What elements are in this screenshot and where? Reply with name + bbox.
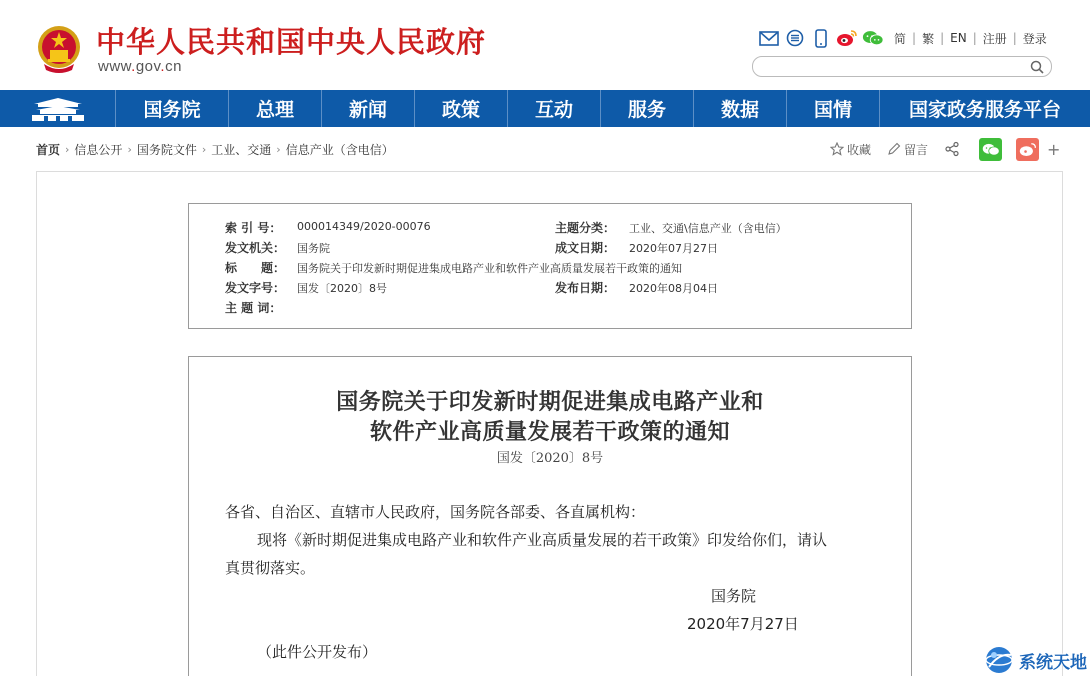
- national-emblem-logo[interactable]: [36, 24, 82, 74]
- site-watermark: [983, 644, 1087, 676]
- favorite-button[interactable]: [830, 141, 871, 158]
- nav-item-premier[interactable]: 总理: [229, 90, 322, 127]
- index-number-value: 000014349/2020-00076: [297, 220, 431, 233]
- published-date-value: 2020年08月04日: [629, 282, 718, 295]
- keywords-label: 主 题 词：: [225, 301, 282, 315]
- weibo-icon: [1019, 142, 1037, 157]
- share-icon: [944, 141, 960, 157]
- document-title-line1: 国务院关于印发新时期促进集成电路产业和: [336, 389, 764, 415]
- site-url: [98, 58, 182, 75]
- site-url-mid: gov: [135, 58, 161, 75]
- chevron-right-icon: ›: [127, 143, 132, 156]
- share-wechat-button[interactable]: [979, 138, 1002, 161]
- site-title[interactable]: 中华人民共和国中央人民政府: [96, 25, 487, 59]
- nav-home-button[interactable]: [0, 90, 116, 127]
- topic-category-label: 主题分类：: [555, 221, 616, 235]
- nav-item-state-council[interactable]: 国务院: [116, 90, 229, 127]
- breadcrumb-info-disclosure[interactable]: 信息公开: [74, 143, 123, 157]
- comment-label: 留言: [904, 142, 929, 157]
- email-icon[interactable]: [758, 27, 780, 49]
- breadcrumb-state-council-docs[interactable]: 国务院文件: [136, 143, 197, 157]
- nav-item-news[interactable]: 新闻: [322, 90, 415, 127]
- breadcrumb-info-industry[interactable]: 信息产业（含电信）: [285, 143, 394, 157]
- search-icon[interactable]: [1030, 60, 1044, 74]
- traditional-chinese-link[interactable]: 繁: [922, 31, 935, 46]
- site-url-prefix: www: [98, 58, 132, 75]
- header-tools: [758, 27, 1047, 49]
- language-login-links: [894, 30, 1047, 47]
- star-icon: [830, 142, 844, 156]
- site-url-suffix: cn: [165, 58, 182, 75]
- share-weibo-button[interactable]: [1016, 138, 1039, 161]
- site-url-dot: .: [131, 58, 136, 75]
- written-date-value: 2020年07月27日: [629, 242, 718, 255]
- document-number: 国发〔2020〕8号: [496, 451, 604, 466]
- site-header: [0, 0, 1090, 90]
- main-nav: [0, 90, 1090, 127]
- document-date: 2020年7月27日: [687, 615, 799, 633]
- simplified-chinese-link[interactable]: 简: [894, 31, 907, 46]
- tiananmen-gate-icon: [28, 96, 88, 122]
- nav-item-interaction[interactable]: 互动: [508, 90, 601, 127]
- nav-item-policy[interactable]: 政策: [415, 90, 508, 127]
- search-input[interactable]: [763, 59, 1023, 74]
- register-link[interactable]: 注册: [982, 31, 1007, 46]
- document-release-note: （此件公开发布）: [257, 643, 378, 661]
- separator: |: [972, 31, 977, 45]
- english-link[interactable]: EN: [950, 31, 967, 45]
- watermark-text: 系统天地: [1019, 652, 1087, 673]
- issuer-value: 国务院: [297, 242, 330, 255]
- written-date-label: 成文日期：: [555, 241, 616, 255]
- separator: |: [940, 31, 945, 45]
- comment-button[interactable]: [887, 141, 928, 158]
- document-greeting: 各省、自治区、直辖市人民政府，国务院各部委、各直属机构：: [225, 503, 646, 521]
- search-box: [752, 56, 1052, 77]
- title-value: 国务院关于印发新时期促进集成电路产业和软件产业高质量发展若干政策的通知: [297, 262, 682, 275]
- document-number-label: 发文字号：: [225, 281, 286, 295]
- favorite-label: 收藏: [847, 142, 872, 157]
- more-share-button[interactable]: +: [1047, 139, 1061, 159]
- breadcrumb-home[interactable]: 首页: [36, 143, 61, 157]
- breadcrumb: [36, 141, 394, 158]
- chevron-right-icon: ›: [201, 143, 207, 156]
- chevron-right-icon: ›: [65, 143, 70, 156]
- share-button[interactable]: [944, 141, 963, 157]
- wechat-icon: [982, 142, 1000, 157]
- site-url-dot: .: [160, 58, 166, 75]
- document-signer: 国务院: [711, 587, 757, 605]
- chevron-right-icon: ›: [276, 143, 281, 156]
- document-body: [188, 356, 912, 676]
- title-label: 标 题：: [225, 261, 286, 275]
- mobile-icon[interactable]: [810, 27, 832, 49]
- login-link[interactable]: 登录: [1022, 31, 1047, 46]
- issuer-label: 发文机关：: [225, 241, 286, 255]
- nav-item-gov-service-platform[interactable]: 国家政务服务平台: [908, 99, 1061, 121]
- separator: |: [912, 31, 917, 45]
- document-metadata-box: [188, 203, 912, 329]
- nav-item-national-info[interactable]: 国情: [787, 90, 880, 127]
- breadcrumb-industry-transport[interactable]: 工业、交通: [211, 143, 272, 157]
- nav-item-services[interactable]: 服务: [601, 90, 694, 127]
- page-actions: [830, 137, 1060, 161]
- nav-item-data[interactable]: 数据: [694, 90, 787, 127]
- document-number-value: 国发〔2020〕8号: [297, 282, 387, 295]
- document-body-line2: 真贯彻落实。: [225, 559, 316, 577]
- rss-list-icon[interactable]: [784, 27, 806, 49]
- weibo-icon[interactable]: [836, 27, 858, 49]
- pencil-icon: [887, 142, 901, 156]
- content-frame: [36, 171, 1063, 676]
- document-body-line1: 现将《新时期促进集成电路产业和软件产业高质量发展的若干政策》印发给你们，请认: [257, 531, 828, 549]
- globe-logo-icon: [983, 645, 1015, 675]
- topic-category-value: 工业、交通\信息产业（含电信）: [629, 222, 787, 235]
- published-date-label: 发布日期：: [555, 281, 616, 295]
- document-title-line2: 软件产业高质量发展若干政策的通知: [369, 419, 730, 445]
- wechat-icon[interactable]: [862, 27, 884, 49]
- index-number-label: 索 引 号：: [225, 221, 282, 235]
- separator: |: [1012, 31, 1017, 45]
